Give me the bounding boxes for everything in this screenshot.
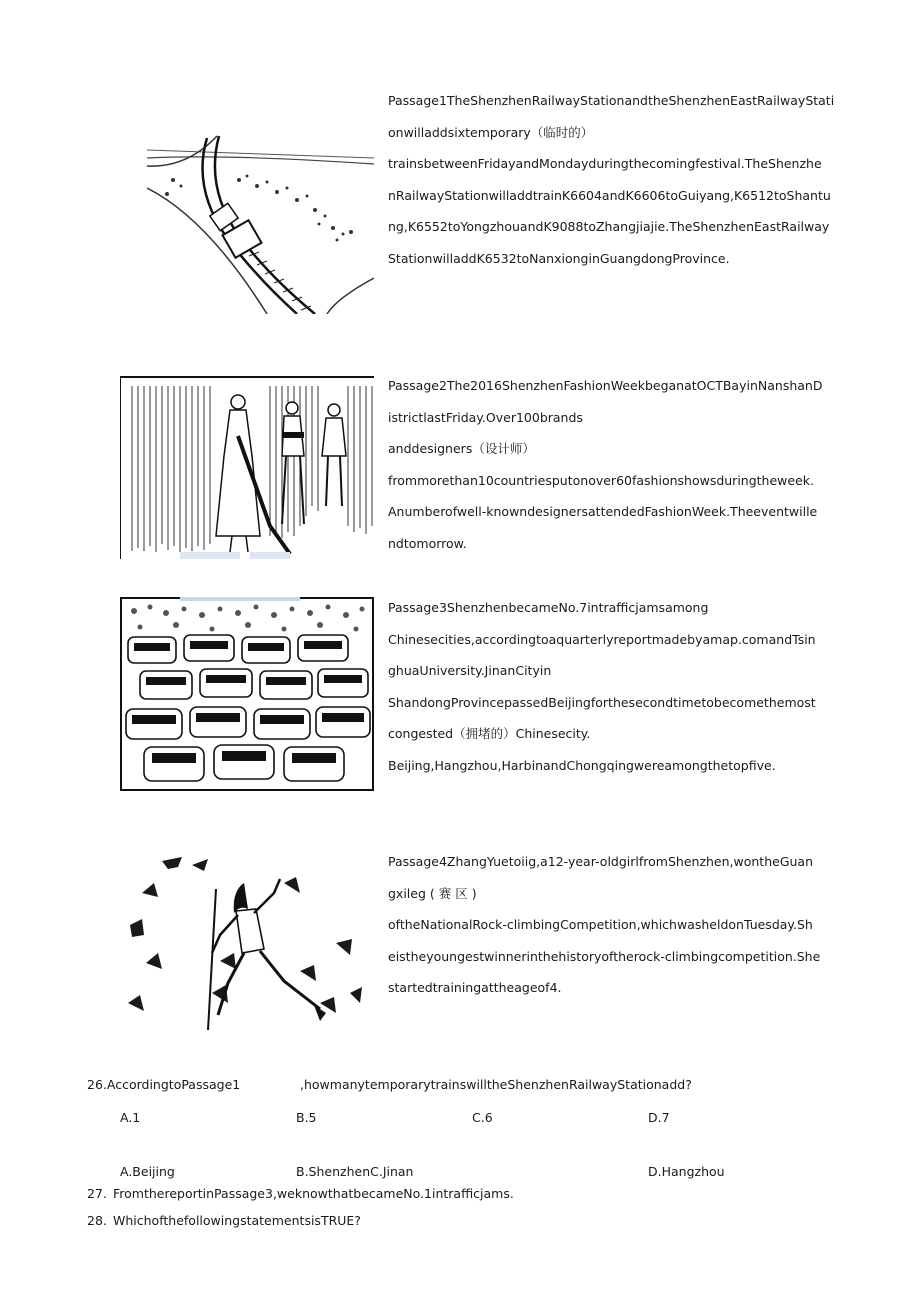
q27-option-d[interactable]: D.Hangzhou [648,1164,725,1179]
railway-train-illustration [147,128,374,314]
passage-4-line: oftheNationalRock-climbingCompetition,whichwasheldonTuesday.Sh [388,917,813,932]
q26-option-d[interactable]: D.7 [648,1110,670,1125]
q26-option-c[interactable]: C.6 [472,1110,493,1125]
traffic-jam-illustration [120,597,374,791]
passage-2-line: frommorethan10countriesputonover60fashionshowsduringtheweek. [388,472,814,488]
passage-1-line: trainsbetweenFridayandMondayduringthecomingfestival.TheShenzhe [388,156,822,171]
justified-word: ( [429,885,435,901]
passage-2-line: istrictlastFriday.Over100brands [388,409,583,425]
passage-1-line: onwilladdsixtemporary（临时的） [388,124,594,140]
passage-4-justified-line [388,878,800,910]
passage-4-line: Passage4ZhangYuetoiig,a12-year-oldgirlfromShenzhen,wontheGuan [388,854,814,869]
rock-climber-illustration [124,853,364,1030]
passage-3-text [388,592,816,781]
passage-1-text [388,85,835,274]
question-27-text: FromthereportinPassage3,weknowthatbecameNo.1intrafficjams. [113,1186,514,1201]
q26-option-b[interactable]: B.5 [296,1110,317,1125]
passage-2-line: Passage2The2016ShenzhenFashionWeekbeganatOCTBayinNanshanD [388,378,823,393]
question-26-text: ,howmanytemporarytrainswilltheShenzhenRailwayStationadd? [300,1077,692,1092]
passage-1-line: ng,K6552toYongzhouandK9088toZhangjiajie.TheShenzhenEastRailway [388,219,830,234]
passage-2-line: ndtomorrow. [388,535,467,551]
passage-3-line: ShandongProvincepassedBeijingforthesecondtimetobecomethemost [388,694,816,710]
passage-3-line: congested（拥堵的）Chinesecity. [388,726,591,741]
justified-word: 赛 [438,885,452,901]
passage-3-line: ghuaUniversity.JinanCityin [388,663,552,678]
passage-2-line: Anumberofwell-knowndesignersattendedFashionWeek.Theeventwille [388,504,818,519]
q26-option-a[interactable]: A.1 [120,1110,141,1125]
passage-3-line: Chinesecities,accordingtoaquarterlyreportmadebyamap.comandTsin [388,631,816,647]
fashion-models-illustration [120,376,374,559]
question-26-lead: 26.AccordingtoPassage1 [87,1077,241,1092]
passage-4-text [388,846,821,1004]
passage-2-line: anddesigners（设计师） [388,441,535,456]
question-28-text: WhichofthefollowingstatementsisTRUE? [113,1213,361,1228]
passage-1-line: Passage1TheShenzhenRailwayStationandtheShenzhenEastRailwayStati [388,93,835,108]
passage-1-line: nRailwayStationwilladdtrainK6604andK6606toGuiyang,K6512toShantu [388,187,831,203]
question-27-number: 27. [87,1186,107,1201]
passage-2-text [388,370,823,559]
passage-4-line: startedtrainingattheageof4. [388,980,562,995]
q27-option-bc[interactable]: B.ShenzhenC.Jinan [296,1164,414,1179]
passage-1-line: StationwilladdK6532toNanxionginGuangdongProvince. [388,250,730,266]
justified-word: 区 [455,885,468,901]
question-28-number: 28. [87,1213,107,1228]
passage-3-line: Passage3ShenzhenbecameNo.7intrafficjamsamong [388,600,709,615]
passage-4-line: eistheyoungestwinnerinthehistoryoftherock-climbingcompetition.She [388,948,821,964]
justified-word: gxileg [388,885,426,901]
justified-word: ) [471,885,477,901]
passage-3-line: Beijing,Hangzhou,HarbinandChongqingwereamongthetopfive. [388,757,776,773]
q27-option-a[interactable]: A.Beijing [120,1164,175,1179]
